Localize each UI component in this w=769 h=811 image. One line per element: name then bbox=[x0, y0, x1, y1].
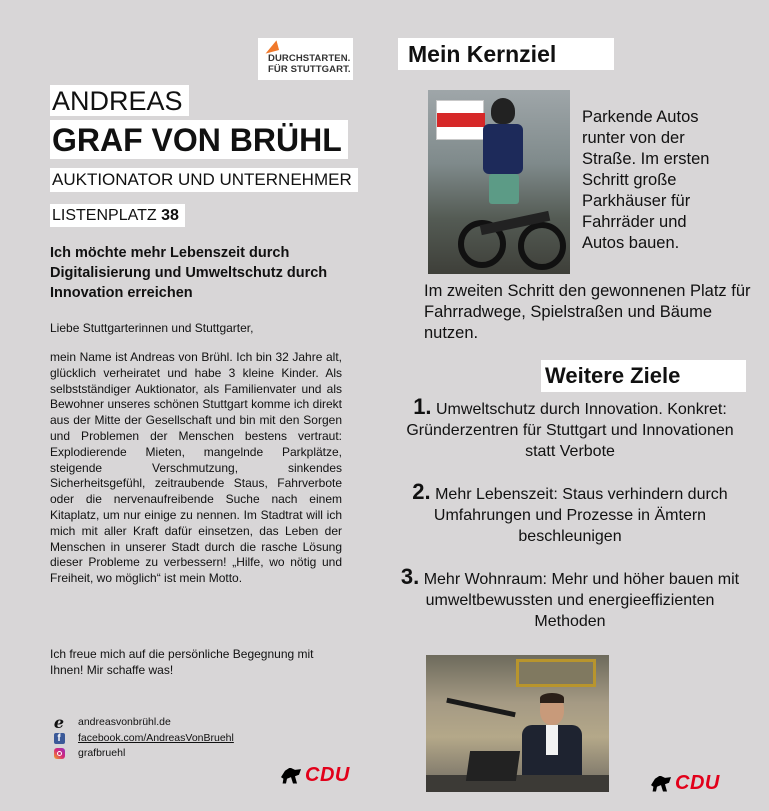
candidate-first-name: ANDREAS bbox=[50, 85, 189, 116]
contact-facebook[interactable] bbox=[52, 731, 234, 745]
facebook-icon: f bbox=[54, 733, 65, 744]
party-name: CDU bbox=[305, 764, 350, 786]
goal-number: 1. bbox=[413, 394, 432, 419]
person-graphic bbox=[522, 695, 582, 785]
cdu-logo-right bbox=[651, 772, 720, 795]
party-name: CDU bbox=[675, 772, 720, 794]
gavel-graphic bbox=[446, 698, 516, 717]
cdu-logo-left bbox=[281, 764, 350, 787]
flag-graphic bbox=[436, 100, 484, 140]
letter-salutation: Liebe Stuttgarterinnen und Stuttgarter, bbox=[50, 321, 254, 335]
goal-text: Umweltschutz durch Innovation. Konkret: Gründerzentren für Stuttgart und Innovationen statt Verbote bbox=[406, 401, 734, 460]
list-position bbox=[50, 204, 185, 227]
paper-plane-icon bbox=[263, 40, 279, 53]
facebook-text[interactable]: facebook.com/AndreasVonBruehl bbox=[78, 732, 234, 744]
goal-item bbox=[400, 566, 740, 632]
goal-item bbox=[400, 396, 740, 462]
list-label: LISTENPLATZ bbox=[52, 207, 157, 224]
stuttgart-horse-icon bbox=[281, 768, 301, 784]
core-goal-text-top: Parkende Autos runter von der Straße. Im ersten Schritt große Parkhäuser für Fahrräder und Autos bauen. bbox=[582, 108, 710, 252]
candidate-role: AUKTIONATOR UND UNTERNEHMER bbox=[50, 168, 358, 192]
goal-text: Mehr Lebenszeit: Staus verhindern durch Umfahrungen und Prozesse in Ämtern beschleunigen bbox=[433, 486, 728, 545]
logo-line-2: FÜR STUTTGART. bbox=[268, 64, 351, 75]
web-icon: e bbox=[53, 712, 65, 732]
bike-graphic bbox=[458, 200, 558, 270]
website-text[interactable]: andreasvonbrühl.de bbox=[78, 716, 171, 728]
photo-candidate-bike bbox=[428, 90, 570, 274]
logo-line-1: DURCHSTARTEN. bbox=[268, 53, 351, 64]
core-goal-heading: Mein Kernziel bbox=[398, 38, 614, 70]
contact-instagram[interactable] bbox=[52, 746, 125, 760]
candidate-last-name: GRAF VON BRÜHL bbox=[50, 120, 348, 159]
instagram-icon-wrap bbox=[52, 746, 66, 760]
letter-body: mein Name ist Andreas von Brühl. Ich bin 32 Jahre alt, glücklich verheiratet und habe 3 kleine Kinder. Als selbstständiger Auktionator, als Familienvater und als Bewohner unseres schönen Stuttgart komme ich direkt aus der Mitte der Gesellschaft und bin mit den Sorgen und Problemen der Menschen bestens vertraut: Explodierende Mieten, mangelnde Parkplätze, steigende Verschmutzung, sinkendes Sicherheitsgefühl, zeitraubende Staus, Fahrverbote oder die nervenaufreibende Suche nach einem Kitaplatz, um nur einige zu nennen. Im Stadtrat will ich mich mit aller Kraft dafür einsetzen, das Leben der Menschen in unserer Stadt durch die rasche Lösung dieser Probleme zu verbessern! „Hilfe, wo nötig und Freiheit, wo möglich“ ist mein Motto. bbox=[50, 350, 342, 586]
core-goal-text-bottom: Im zweiten Schritt den gewonnenen Platz für Fahrradwege, Spielstraßen und Bäume nutzen. bbox=[424, 282, 751, 342]
laptop-graphic bbox=[466, 751, 520, 781]
goal-item bbox=[400, 481, 740, 547]
instagram-text[interactable]: grafbruehl bbox=[78, 747, 126, 759]
contact-website[interactable] bbox=[52, 712, 171, 732]
instagram-icon bbox=[54, 748, 65, 759]
campaign-claim: Ich möchte mehr Lebenszeit durch Digitalisierung und Umweltschutz durch Innovation erreichen bbox=[50, 245, 328, 301]
letter-closing: Ich freue mich auf die persönliche Begegnung mit Ihnen! Mir schaffe was! bbox=[50, 647, 314, 677]
stuttgart-horse-icon bbox=[651, 776, 671, 792]
durchstarten-logo bbox=[258, 38, 353, 80]
goal-number: 3. bbox=[400, 564, 420, 589]
more-goals-heading: Weitere Ziele bbox=[541, 360, 746, 392]
list-number: 38 bbox=[161, 207, 179, 224]
person-graphic bbox=[483, 98, 523, 208]
goal-number: 2. bbox=[412, 479, 431, 504]
photo-candidate-auction bbox=[426, 655, 609, 792]
goal-text: Mehr Wohnraum: Mehr und höher bauen mit umweltbewussten und energieeffizienten Methoden bbox=[423, 571, 740, 630]
facebook-icon-wrap bbox=[52, 731, 66, 745]
